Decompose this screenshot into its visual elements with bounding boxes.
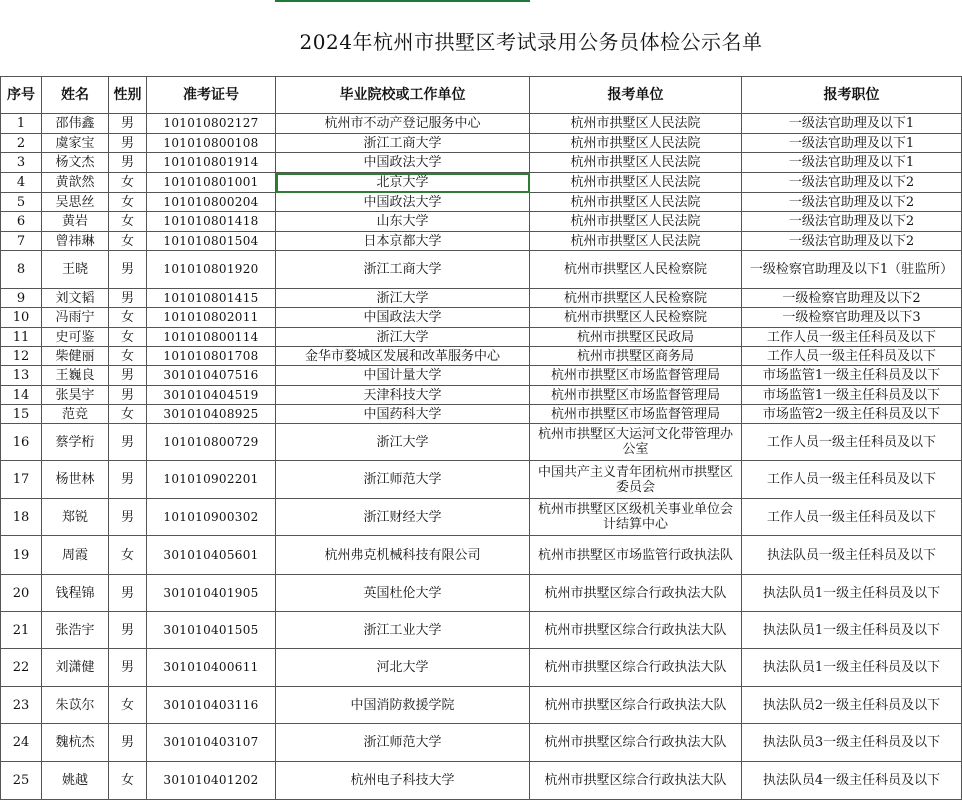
cell-gender[interactable]: 女 (109, 347, 147, 366)
table-row (1, 575, 962, 612)
header-cell-gender[interactable]: 性别 (109, 77, 147, 114)
cell-school[interactable]: 浙江师范大学 (276, 461, 530, 499)
cell-name[interactable]: 冯雨宁 (42, 308, 109, 328)
cell-index[interactable]: 16 (1, 424, 42, 461)
cell-unit[interactable]: 杭州市拱墅区人民法院 (530, 134, 742, 153)
cell-position[interactable]: 工作人员一级主任科员及以下 (742, 328, 962, 347)
cell-gender[interactable]: 男 (109, 386, 147, 405)
cell-position[interactable]: 执法队员3一级主任科员及以下 (742, 724, 962, 762)
cell-unit[interactable]: 杭州市拱墅区市场监督管理局 (530, 386, 742, 405)
cell-school[interactable]: 浙江大学 (276, 328, 530, 347)
cell-index[interactable]: 2 (1, 134, 42, 153)
table-row (1, 762, 962, 800)
cell-name[interactable]: 王巍良 (42, 366, 109, 386)
cell-school[interactable]: 浙江工商大学 (276, 134, 530, 153)
table-row (1, 386, 962, 405)
cell-name[interactable]: 钱程锦 (42, 575, 109, 612)
cell-gender[interactable]: 女 (109, 687, 147, 724)
cell-position[interactable]: 一级法官助理及以下2 (742, 232, 962, 251)
cell-position[interactable]: 执法队员2一级主任科员及以下 (742, 687, 962, 724)
cell-school[interactable]: 河北大学 (276, 649, 530, 687)
cell-ticket[interactable]: 101010800204 (147, 193, 276, 212)
cell-ticket[interactable]: 101010802011 (147, 308, 276, 328)
cell-gender[interactable]: 男 (109, 575, 147, 612)
cell-unit[interactable]: 杭州市拱墅区人民法院 (530, 232, 742, 251)
cell-name[interactable]: 刘潇健 (42, 649, 109, 687)
title-area (0, 0, 962, 76)
table-row (1, 153, 962, 173)
cell-position[interactable]: 执法队员1一级主任科员及以下 (742, 612, 962, 649)
cell-school[interactable]: 杭州弗克机械科技有限公司 (276, 536, 530, 575)
cell-school[interactable]: 浙江财经大学 (276, 499, 530, 536)
cell-gender[interactable]: 男 (109, 153, 147, 173)
cell-index[interactable]: 7 (1, 232, 42, 251)
cell-gender[interactable]: 男 (109, 649, 147, 687)
cell-unit[interactable]: 杭州市拱墅区人民检察院 (530, 289, 742, 308)
table-row (1, 232, 962, 251)
cell-unit[interactable]: 杭州市拱墅区综合行政执法大队 (530, 762, 742, 800)
cell-position[interactable]: 一级法官助理及以下1 (742, 114, 962, 134)
cell-position[interactable]: 执法队员一级主任科员及以下 (742, 536, 962, 575)
cell-school[interactable]: 杭州市不动产登记服务中心 (276, 114, 530, 134)
cell-gender[interactable]: 女 (109, 328, 147, 347)
cell-name[interactable]: 郑锐 (42, 499, 109, 536)
cell-ticket[interactable]: 101010902201 (147, 461, 276, 499)
cell-ticket[interactable]: 101010800108 (147, 134, 276, 153)
cell-name[interactable]: 范竞 (42, 405, 109, 424)
cell-ticket[interactable]: 101010801418 (147, 212, 276, 232)
cell-position[interactable]: 一级检察官助理及以下3 (742, 308, 962, 328)
cell-school[interactable]: 金华市婺城区发展和改革服务中心 (276, 347, 530, 366)
cell-ticket[interactable]: 301010407516 (147, 366, 276, 386)
cell-name[interactable]: 张昊宇 (42, 386, 109, 405)
cell-index[interactable]: 5 (1, 193, 42, 212)
table-row (1, 347, 962, 366)
cell-school[interactable]: 中国政法大学 (276, 193, 530, 212)
cell-ticket[interactable]: 301010404519 (147, 386, 276, 405)
cell-ticket[interactable]: 301010403107 (147, 724, 276, 762)
table-row (1, 308, 962, 328)
cell-gender[interactable]: 女 (109, 536, 147, 575)
cell-position[interactable]: 市场监管2一级主任科员及以下 (742, 405, 962, 424)
cell-school[interactable]: 浙江大学 (276, 424, 530, 461)
cell-position[interactable]: 一级法官助理及以下1 (742, 134, 962, 153)
cell-unit[interactable]: 杭州市拱墅区人民法院 (530, 193, 742, 212)
cell-ticket[interactable]: 101010801504 (147, 232, 276, 251)
cell-position[interactable]: 一级法官助理及以下2 (742, 212, 962, 232)
cell-ticket[interactable]: 101010802127 (147, 114, 276, 134)
cell-gender[interactable]: 女 (109, 762, 147, 800)
cell-index[interactable]: 6 (1, 212, 42, 232)
cell-ticket[interactable]: 301010403116 (147, 687, 276, 724)
cell-position[interactable]: 一级法官助理及以下1 (742, 153, 962, 173)
cell-school[interactable]: 中国药科大学 (276, 405, 530, 424)
cell-position[interactable]: 工作人员一级主任科员及以下 (742, 499, 962, 536)
cell-gender[interactable]: 男 (109, 461, 147, 499)
cell-position[interactable]: 一级法官助理及以下2 (742, 193, 962, 212)
cell-unit[interactable]: 杭州市拱墅区市场监督管理局 (530, 405, 742, 424)
cell-unit[interactable]: 杭州市拱墅区人民法院 (530, 114, 742, 134)
cell-unit[interactable]: 杭州市拱墅区人民检察院 (530, 251, 742, 289)
cell-unit[interactable]: 杭州市拱墅区综合行政执法大队 (530, 575, 742, 612)
page-title: 2024年杭州市拱墅区考试录用公务员体检公示名单 (299, 30, 763, 54)
header-cell-unit[interactable]: 报考单位 (530, 77, 742, 114)
cell-gender[interactable]: 男 (109, 251, 147, 289)
table-row (1, 114, 962, 134)
cell-name[interactable]: 杨世林 (42, 461, 109, 499)
cell-unit[interactable]: 杭州市拱墅区综合行政执法大队 (530, 612, 742, 649)
cell-unit[interactable]: 杭州市拱墅区人民法院 (530, 173, 742, 193)
cell-school[interactable]: 山东大学 (276, 212, 530, 232)
cell-index[interactable]: 18 (1, 499, 42, 536)
cell-name[interactable]: 柴健丽 (42, 347, 109, 366)
table-row (1, 612, 962, 649)
cell-unit[interactable]: 杭州市拱墅区人民法院 (530, 153, 742, 173)
table-row (1, 366, 962, 386)
cell-school[interactable]: 浙江大学 (276, 289, 530, 308)
cell-ticket[interactable]: 301010408925 (147, 405, 276, 424)
cell-ticket[interactable]: 101010800729 (147, 424, 276, 461)
cell-index[interactable]: 21 (1, 612, 42, 649)
cell-name[interactable]: 刘文韬 (42, 289, 109, 308)
cell-position[interactable]: 一级检察官助理及以下1（驻监所） (742, 251, 962, 289)
cell-unit[interactable]: 中国共产主义青年团杭州市拱墅区委员会 (530, 461, 742, 499)
cell-ticket[interactable]: 301010401202 (147, 762, 276, 800)
cell-name[interactable]: 曾祎琳 (42, 232, 109, 251)
cell-unit[interactable]: 杭州市拱墅区人民检察院 (530, 308, 742, 328)
cell-school[interactable]: 中国政法大学 (276, 308, 530, 328)
cell-index[interactable]: 10 (1, 308, 42, 328)
cell-name[interactable]: 邵伟鑫 (42, 114, 109, 134)
cell-index[interactable]: 20 (1, 575, 42, 612)
cell-name[interactable]: 黄岩 (42, 212, 109, 232)
cell-ticket[interactable]: 101010801914 (147, 153, 276, 173)
cell-gender[interactable]: 男 (109, 724, 147, 762)
cell-school[interactable]: 浙江工业大学 (276, 612, 530, 649)
header-cell-school[interactable]: 毕业院校或工作单位 (276, 77, 530, 114)
cell-ticket[interactable]: 101010801415 (147, 289, 276, 308)
table-row (1, 687, 962, 724)
cell-name[interactable]: 黄歆然 (42, 173, 109, 193)
cell-index[interactable]: 19 (1, 536, 42, 575)
cell-gender[interactable]: 男 (109, 134, 147, 153)
cell-position[interactable]: 市场监管1一级主任科员及以下 (742, 366, 962, 386)
cell-index[interactable]: 8 (1, 251, 42, 289)
cell-index[interactable]: 9 (1, 289, 42, 308)
cell-ticket[interactable]: 101010801001 (147, 173, 276, 193)
cell-unit[interactable]: 杭州市拱墅区商务局 (530, 347, 742, 366)
table-row (1, 251, 962, 289)
table-row (1, 461, 962, 499)
cell-position[interactable]: 一级检察官助理及以下2 (742, 289, 962, 308)
cell-gender[interactable]: 男 (109, 114, 147, 134)
cell-ticket[interactable]: 301010401905 (147, 575, 276, 612)
cell-gender[interactable]: 女 (109, 193, 147, 212)
cell-gender[interactable]: 女 (109, 173, 147, 193)
table-row (1, 173, 962, 193)
cell-index[interactable]: 1 (1, 114, 42, 134)
table-row (1, 405, 962, 424)
candidate-table (0, 76, 962, 800)
cell-school[interactable]: 天津科技大学 (276, 386, 530, 405)
header-cell-ticket[interactable]: 准考证号 (147, 77, 276, 114)
cell-gender[interactable]: 女 (109, 308, 147, 328)
table-row (1, 649, 962, 687)
cell-index[interactable]: 15 (1, 405, 42, 424)
table-row (1, 724, 962, 762)
cell-name[interactable]: 吴思丝 (42, 193, 109, 212)
cell-index[interactable]: 24 (1, 724, 42, 762)
cell-ticket[interactable]: 301010401505 (147, 612, 276, 649)
cell-unit[interactable]: 杭州市拱墅区区级机关事业单位会计结算中心 (530, 499, 742, 536)
table-row (1, 212, 962, 232)
cell-ticket[interactable]: 301010400611 (147, 649, 276, 687)
cell-index[interactable]: 25 (1, 762, 42, 800)
header-cell-name[interactable]: 姓名 (42, 77, 109, 114)
cell-name[interactable]: 朱苡尔 (42, 687, 109, 724)
header-cell-index[interactable]: 序号 (1, 77, 42, 114)
cell-position[interactable]: 工作人员一级主任科员及以下 (742, 424, 962, 461)
cell-gender[interactable]: 女 (109, 405, 147, 424)
cell-school[interactable]: 中国消防救援学院 (276, 687, 530, 724)
table-row (1, 289, 962, 308)
cell-position[interactable]: 一级法官助理及以下2 (742, 173, 962, 193)
cell-unit[interactable]: 杭州市拱墅区综合行政执法大队 (530, 649, 742, 687)
table-row (1, 536, 962, 575)
table-row (1, 499, 962, 536)
cell-position[interactable]: 执法队员1一级主任科员及以下 (742, 575, 962, 612)
table-row (1, 424, 962, 461)
table-row (1, 328, 962, 347)
cell-index[interactable]: 12 (1, 347, 42, 366)
cell-position[interactable]: 市场监管1一级主任科员及以下 (742, 386, 962, 405)
cell-gender[interactable]: 男 (109, 424, 147, 461)
header-row (1, 77, 962, 114)
cell-name[interactable]: 姚越 (42, 762, 109, 800)
cell-name[interactable]: 虞家宝 (42, 134, 109, 153)
cell-name[interactable]: 杨文杰 (42, 153, 109, 173)
cell-gender[interactable]: 女 (109, 212, 147, 232)
cell-gender[interactable]: 女 (109, 232, 147, 251)
cell-unit[interactable]: 杭州市拱墅区综合行政执法大队 (530, 687, 742, 724)
cell-gender[interactable]: 男 (109, 499, 147, 536)
cell-gender[interactable]: 男 (109, 612, 147, 649)
table-row (1, 134, 962, 153)
cell-ticket[interactable]: 101010801708 (147, 347, 276, 366)
cell-unit[interactable]: 杭州市拱墅区民政局 (530, 328, 742, 347)
cell-index[interactable]: 3 (1, 153, 42, 173)
cell-unit[interactable]: 杭州市拱墅区市场监督管理局 (530, 366, 742, 386)
cell-name[interactable]: 史可鉴 (42, 328, 109, 347)
cell-unit[interactable]: 杭州市拱墅区人民法院 (530, 212, 742, 232)
cell-index[interactable]: 23 (1, 687, 42, 724)
cell-name[interactable]: 蔡学桁 (42, 424, 109, 461)
cell-school[interactable]: 杭州电子科技大学 (276, 762, 530, 800)
cell-ticket[interactable]: 101010801920 (147, 251, 276, 289)
cell-gender[interactable]: 男 (109, 366, 147, 386)
cell-position[interactable]: 执法队员4一级主任科员及以下 (742, 762, 962, 800)
cell-ticket[interactable]: 101010900302 (147, 499, 276, 536)
cell-index[interactable]: 13 (1, 366, 42, 386)
cell-name[interactable]: 周霞 (42, 536, 109, 575)
cell-unit[interactable]: 杭州市拱墅区综合行政执法大队 (530, 724, 742, 762)
cell-name[interactable]: 魏杭杰 (42, 724, 109, 762)
cell-position[interactable]: 执法队员1一级主任科员及以下 (742, 649, 962, 687)
cell-ticket[interactable]: 101010800114 (147, 328, 276, 347)
cell-index[interactable]: 14 (1, 386, 42, 405)
cell-index[interactable]: 22 (1, 649, 42, 687)
cell-index[interactable]: 4 (1, 173, 42, 193)
cell-ticket[interactable]: 301010405601 (147, 536, 276, 575)
cell-school[interactable]: 中国政法大学 (276, 153, 530, 173)
cell-school[interactable]: 英国杜伦大学 (276, 575, 530, 612)
cell-position[interactable]: 工作人员一级主任科员及以下 (742, 461, 962, 499)
cell-school[interactable]: 中国计量大学 (276, 366, 530, 386)
cell-position[interactable]: 工作人员一级主任科员及以下 (742, 347, 962, 366)
cell-name[interactable]: 王晓 (42, 251, 109, 289)
cell-school[interactable]: 浙江师范大学 (276, 724, 530, 762)
cell-name[interactable]: 张浩宇 (42, 612, 109, 649)
cell-index[interactable]: 11 (1, 328, 42, 347)
cell-school[interactable]: 浙江工商大学 (276, 251, 530, 289)
cell-unit[interactable]: 杭州市拱墅区大运河文化带管理办公室 (530, 424, 742, 461)
table-row (1, 193, 962, 212)
cell-school[interactable]: 北京大学 (276, 173, 530, 193)
cell-index[interactable]: 17 (1, 461, 42, 499)
cell-unit[interactable]: 杭州市拱墅区市场监管行政执法队 (530, 536, 742, 575)
header-cell-position[interactable]: 报考职位 (742, 77, 962, 114)
cell-gender[interactable]: 男 (109, 289, 147, 308)
cell-school[interactable]: 日本京都大学 (276, 232, 530, 251)
